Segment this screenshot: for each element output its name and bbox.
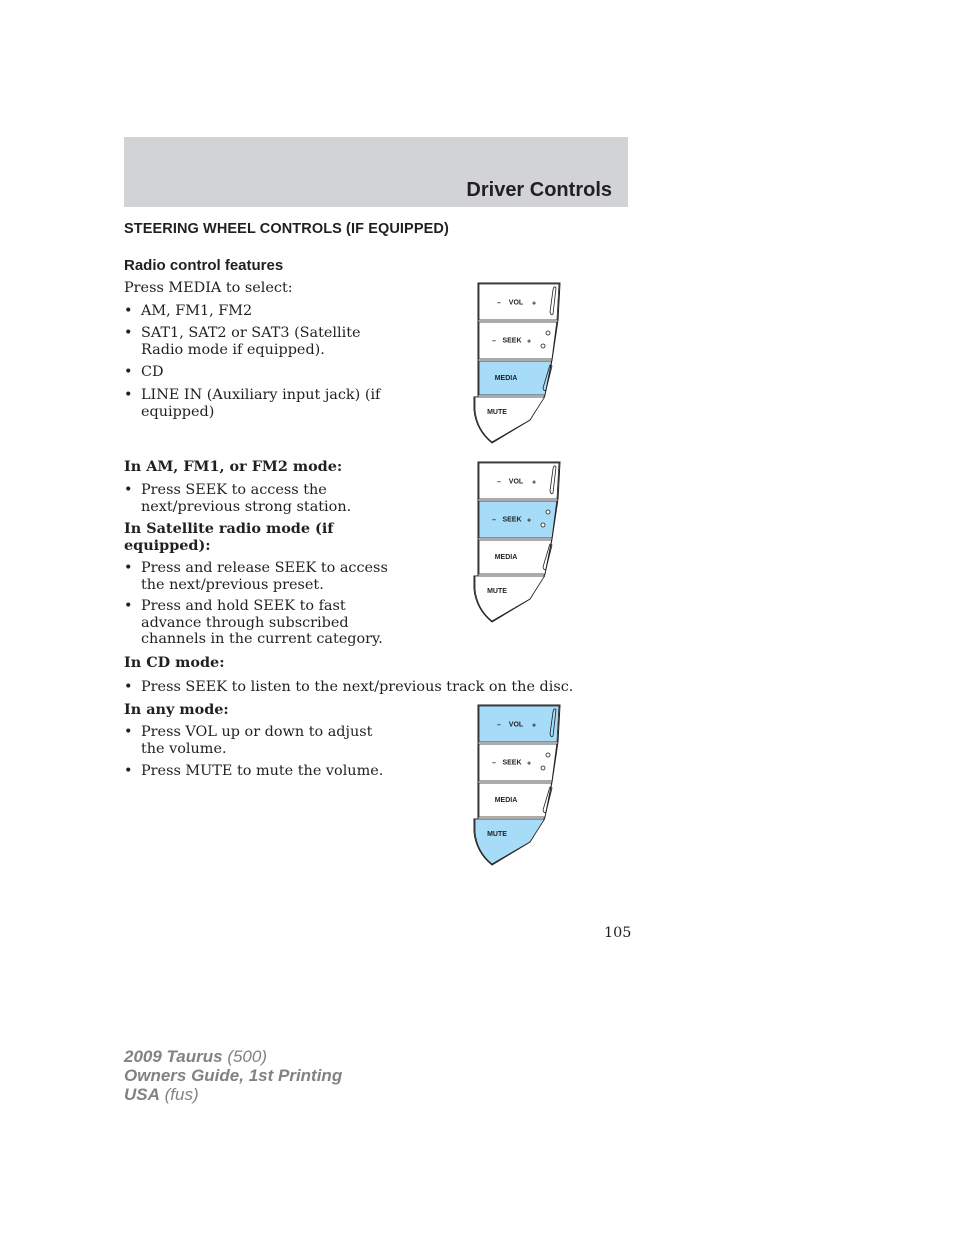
seek-label: SEEK <box>502 759 522 767</box>
seek-minus-label: – <box>492 338 496 345</box>
list-item-text: channels in the current category. <box>141 631 383 647</box>
list-item-text: SAT1, SAT2 or SAT3 (Satellite <box>141 325 361 341</box>
sat-mode-heading: In Satellite radio mode (if <box>124 520 334 537</box>
bullet: • <box>124 387 133 403</box>
vol-minus-label: – <box>497 479 501 486</box>
bullet: • <box>124 560 133 576</box>
seek-minus-label: – <box>492 760 496 767</box>
footer-line-1: 2009 Taurus (500) <box>124 1047 268 1066</box>
list-item-text: Press SEEK to access the <box>141 482 327 498</box>
steering-control-diagram-seek <box>470 459 565 627</box>
seek-minus-label: – <box>492 517 496 524</box>
control-cluster-graphic <box>470 702 565 870</box>
subsection-title: Radio control features <box>124 257 284 274</box>
list-item-text: the next/previous preset. <box>141 576 324 593</box>
media-label: MEDIA <box>494 797 518 804</box>
list-item-text: Press VOL up or down to adjust <box>141 724 373 740</box>
media-intro: Press MEDIA to select: <box>124 280 293 296</box>
bullet: • <box>124 364 133 380</box>
indicator-dot <box>546 510 550 514</box>
list-item-text: Press MUTE to mute the volume. <box>141 763 384 779</box>
footer <box>124 1047 342 1104</box>
mute-label: MUTE <box>487 409 507 416</box>
seek-label: SEEK <box>502 516 522 524</box>
sat-mode-heading: equipped): <box>124 536 211 554</box>
vol-minus-label: – <box>497 300 501 307</box>
footer-line-2: Owners Guide, 1st Printing <box>124 1066 343 1085</box>
list-item-text: Press and release SEEK to access <box>141 560 388 576</box>
vol-plus-label: + <box>531 722 537 730</box>
media-label: MEDIA <box>494 375 518 382</box>
header-band <box>124 137 628 207</box>
vol-plus-label: + <box>531 479 537 487</box>
indicator-dot <box>541 523 545 527</box>
vol-label: VOL <box>508 478 524 486</box>
list-item-text: next/previous strong station. <box>141 498 352 515</box>
vol-minus-label: – <box>497 722 501 729</box>
mute-label: MUTE <box>487 831 507 838</box>
vol-label: VOL <box>508 299 524 307</box>
bullet: • <box>124 724 133 740</box>
header-title: Driver Controls <box>466 179 612 201</box>
bullet: • <box>124 763 133 779</box>
list-item-text: CD <box>141 364 164 380</box>
footer-line-3: USA (fus) <box>124 1085 199 1104</box>
seek-plus-label: + <box>526 517 532 525</box>
seek-plus-label: + <box>526 760 532 768</box>
list-item-text: Press and hold SEEK to fast <box>141 598 346 614</box>
vol-plus-label: + <box>531 300 537 308</box>
indicator-dot <box>541 766 545 770</box>
media-label: MEDIA <box>494 554 518 561</box>
vol-label: VOL <box>508 721 524 729</box>
bullet: • <box>124 679 133 695</box>
steering-control-diagram-vol-mute <box>470 702 565 870</box>
section-title: STEERING WHEEL CONTROLS (IF EQUIPPED) <box>124 221 449 237</box>
seek-label: SEEK <box>502 337 522 345</box>
bullet: • <box>124 482 133 498</box>
am-mode-heading: In AM, FM1, or FM2 mode: <box>124 458 343 475</box>
cd-mode-heading: In CD mode: <box>124 654 225 671</box>
mute-button-shape <box>475 397 545 442</box>
control-cluster-graphic <box>470 280 565 448</box>
any-mode-heading: In any mode: <box>124 701 229 718</box>
list-item-text: LINE IN (Auxiliary input jack) (if <box>141 387 381 403</box>
indicator-dot <box>546 753 550 757</box>
indicator-dot <box>541 344 545 348</box>
list-item-text: the volume. <box>141 740 227 757</box>
indicator-dot <box>546 331 550 335</box>
page-number: 105 <box>604 925 632 941</box>
list-item-text: AM, FM1, FM2 <box>141 303 253 319</box>
bullet: • <box>124 325 133 341</box>
bullet: • <box>124 598 133 614</box>
list-item-text: equipped) <box>141 403 215 420</box>
control-cluster-graphic <box>470 459 565 627</box>
bullet: • <box>124 303 133 319</box>
list-item-text: Radio mode if equipped). <box>141 341 325 358</box>
mute-button-shape <box>475 576 545 621</box>
mute-label: MUTE <box>487 588 507 595</box>
list-item-text: Press SEEK to listen to the next/previous track on the disc. <box>141 679 574 695</box>
mute-button-shape <box>475 819 545 864</box>
list-item-text: advance through subscribed <box>141 614 349 631</box>
seek-plus-label: + <box>526 338 532 346</box>
steering-control-diagram-media <box>470 280 565 448</box>
